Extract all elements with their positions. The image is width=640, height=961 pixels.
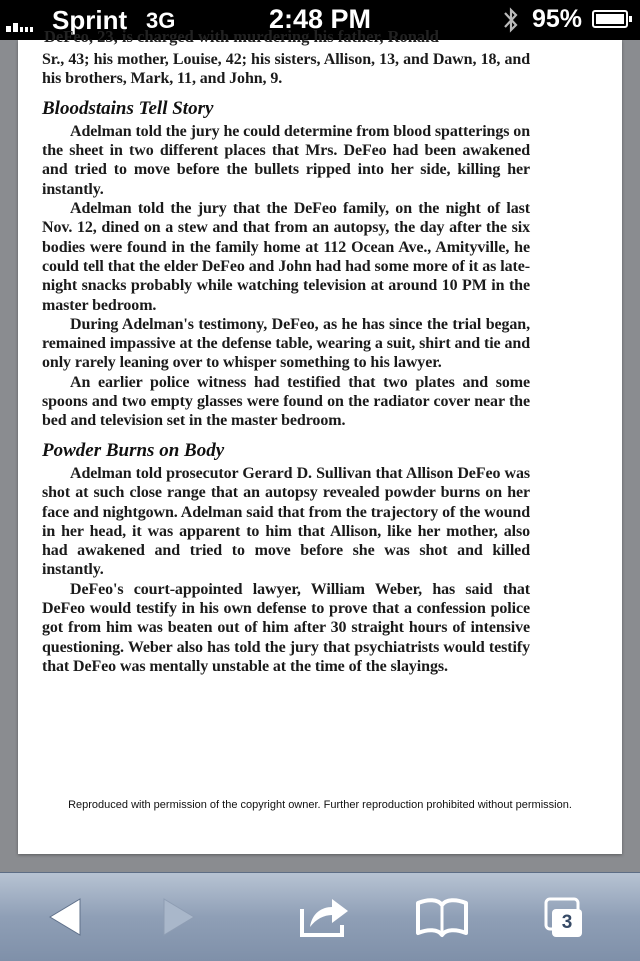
battery-percent: 95% — [532, 5, 583, 33]
article-paragraph: DeFeo's court-appointed lawyer, William Weber, has said that DeFeo would testify in his own defense to prove that a confession police got from him was beaten out of him after 30 straight hours of intensive questioning. Weber also has told the jury that psychiatrists would testify that DeFeo was mentally unstable at the time of the slayings. — [42, 580, 530, 675]
network-type: 3G — [146, 8, 176, 33]
article-paragraph: During Adelman's testimony, DeFeo, as he has since the trial began, remained impassive at the defense table, wearing a suit, shirt and tie and only rarely leaning over to whisper something to his lawyer. — [42, 315, 530, 372]
section-heading: Powder Burns on Body — [42, 439, 225, 461]
article-paragraph: Adelman told the jury he could determine from blood spatterings on the sheet in two different places that Mrs. DeFeo had been awakened and tried to move before the bullets ripped into her side, killing her instantly. — [42, 122, 530, 198]
copyright-note: Reproduced with permission of the copyright owner. Further reproduction prohibited without permission. — [68, 799, 572, 811]
share-icon — [294, 891, 354, 943]
article-paragraph: Adelman told the jury that the DeFeo family, on the night of last Nov. 12, dined on a stew and that from an autopsy, the day after the six bodies were found in the family home at 112 Ocean Ave., Amityville, he could tell that the elder DeFeo and John had had some more of it as late-night snacks probably while watching television at around 10 PM in the master bedroom. — [42, 200, 530, 314]
tabs-button[interactable] — [534, 891, 594, 943]
browser-toolbar — [0, 872, 640, 961]
section-heading: Bloodstains Tell Story — [42, 97, 214, 119]
back-button[interactable] — [36, 891, 96, 943]
clipped-top-line: DeFeo, 23, is charged with murdering his father, Ronald — [44, 27, 439, 46]
intro-paragraph: Sr., 43; his mother, Louise, 42; his sisters, Allison, 13, and Dawn, 18, and his brothers, Mark, 11, and John, 9. — [42, 51, 530, 88]
share-button[interactable] — [294, 891, 354, 943]
status-time: 2:48 PM — [268, 4, 372, 34]
back-icon — [36, 891, 96, 943]
carrier-name: Sprint — [52, 5, 128, 35]
document-page[interactable] — [18, 27, 622, 854]
tab-count: 3 — [552, 909, 582, 937]
battery-icon — [592, 10, 628, 28]
article-paragraph: Adelman told prosecutor Gerard D. Sullivan that Allison DeFeo was shot at such close range that an autopsy revealed powder burns on her face and nightgown. Adelman said that from the trajectory of the wound in her head, it was apparent to him that Allison, like her mother, also had awakened and tried to move before she was shot and killed instantly. — [42, 464, 530, 579]
forward-button[interactable] — [148, 891, 208, 943]
article-body — [42, 40, 530, 676]
article-paragraph: An earlier police witness had testified that two plates and some spoons and two empty glasses were found on the radiator cover near the bed and television set in the master bedroom. — [42, 373, 530, 430]
bookmarks-button[interactable] — [412, 891, 472, 943]
bookmarks-icon — [412, 891, 472, 943]
forward-icon — [148, 891, 208, 943]
